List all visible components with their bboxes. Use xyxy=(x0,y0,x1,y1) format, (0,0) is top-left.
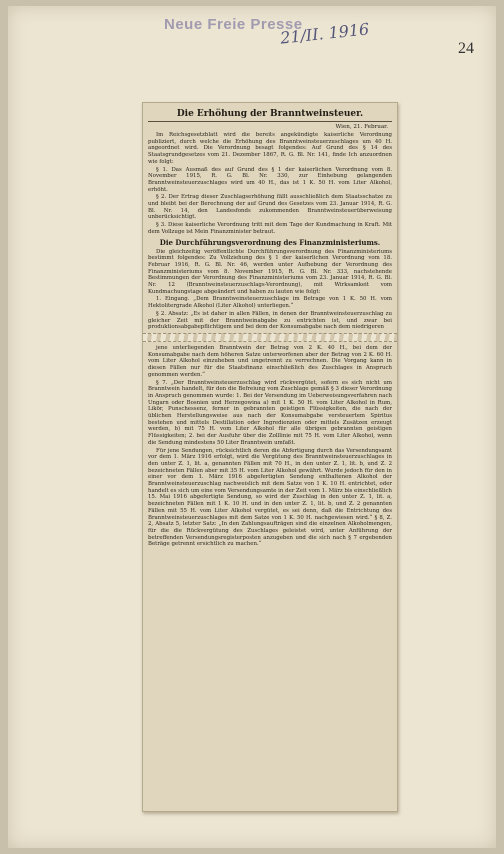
page-number: 24 xyxy=(458,40,474,57)
article-paragraph: Die gleichzeitig veröffentlichte Durchführungsverordnung des Finanzministeriums bestimmt folgendes: Zu Vollziehung des § 1 der kaiserlichen Verordnung vom 18. Februar 1916, R. G. Bl. Nr. 46, werden unter Aufhebung der Verordnung des Finanzministeriums vom 8. November 1915, R. G. Bl. Nr. 333, nachstehende Bestimmungen der Verordnung des Finanzministeriums vom 23. Januar 1914, R. G. Bl. Nr. 12 (Branntweinsteuerzuschlags-Verordnung), mit Wirksamkeit vom Kundmachungstage abgeändert und haben zu lauten wie folgt: xyxy=(148,248,392,295)
article-paragraph: Im Reichsgesetzblatt wird die bereits angekündigte kaiserliche Verordnung publiziert, durch welche die Erhöhung des Branntweinsteuerzuschlages um 40 H. angeordnet wird. Die Verordnung besagt folgendes: Auf Grund des § 14 des Staatsgrundgesetzes vom 21. Dezember 1867, R. G. Bl. Nr. 141, finde Ich anzuordnen wie folgt: xyxy=(148,132,392,165)
article-paragraph: § 2. Der Ertrag dieser Zuschlagserhöhung fällt ausschließlich dem Staatsschatze zu und bleibt bei der Berechnung der auf Grund des Gesetzes vom 23. Januar 1914, R. G. Bl. Nr. 14, den Landesfonds zukommenden Branntweinsteuerüberweisung unberücksichtigt. xyxy=(148,194,392,221)
article-paragraph: § 7. „Der Branntweinsteuerzuschlag wird rückvergütet, sofern es sich nicht um Branntwein handelt, für den die Befreiung vom Zuschlage gemäß § 3 dieser Verordnung in Anspruch genommen wurde: 1. Bei der Versendung im Ueberweisungsverfahren nach Ungarn oder Bosnien und Herzegowina a) mit 1 K. 50 H. vom Liter Alkohol in Rum, Likör, Punschessenz, ferner in gebrannten geistigen Flüssigkeiten, die nach der üblichen Herstellungsweise aus nach der Konsumabgabe versteuertem Spiritus bestehen und mittels Destillation oder Ingredienzien oder mittels Zusätzen erzeugt werden, b) mit 75 H. vom Liter Alkohol für alle übrigen gebrannten geistigen Flüssigkeiten; 2. bei der Ausfuhr über die Zolllinie mit 75 H. vom Liter Alkohol, wenn die Sendung mindestens 50 Liter Branntwein umfaßt. xyxy=(148,379,392,446)
article-paragraph: § 2. Absatz: „Es ist daher in allen Fällen, in denen der Branntweinsteuerzuschlag zu gleicher Zeit mit der Branntweinabgabe zu entrichten ist, und zwar bei produktionsabgabepflichtigem und bei dem der Konsumabgabe nach dem niedrigeren xyxy=(148,310,392,331)
newspaper-stamp: Neue Freie Presse xyxy=(164,16,303,33)
article-paragraph: § 3. Diese kaiserliche Verordnung tritt mit dem Tage der Kundmachung in Kraft. Mit dem Vollzuge ist Mein Finanzminister betraut. xyxy=(148,222,392,235)
archive-sheet xyxy=(8,6,496,848)
article-dateline: Wien, 21. Februar. xyxy=(335,124,388,130)
article-paragraph: § 1. Das Ausmaß des auf Grund des § 1 der kaiserlichen Verordnung vom 8. November 1915, R. G. Bl. Nr. 330, zur Einhebung gelangenden Branntweinsteuerzuschlages wird um 40 H., das ist 1 K. 50 H. vom Liter Alkohol, erhöht. xyxy=(148,166,392,193)
clipping-join xyxy=(143,333,397,342)
article-paragraph: 1. Eingang. „Dem Branntweinsteuerzuschlage im Betrage von 1 K. 50 H. vom Hektolitergrade Alkohol (Liter Alkohol) unterliegen.“ xyxy=(148,296,392,310)
newspaper-clipping xyxy=(142,102,398,812)
handwritten-date: 21/II. 1916 xyxy=(279,19,371,48)
article-title: Die Erhöhung der Branntweinsteuer. xyxy=(148,109,392,122)
article-paragraph: jene unterliegenden Branntwein der Betrag von 2 K. 40 H., bei dem der Konsumabgabe nach dem höheren Satze unterworfenen aber der Betrag von 2 K. 60 H. vom Liter Alkohol einzuheben und ungetrennt zu verrechnen. Die Vorgang kann in diesen Fällen nur für die Staatsfinanz einschließlich des Zuschlages in Anspruch genommen werden.“ xyxy=(148,344,392,378)
article-subheading: Die Durchführungsverordnung des Finanzministeriums. xyxy=(159,237,381,247)
article-paragraph: Für jene Sendungen, rücksichtlich deren die Abfertigung durch das Versendungsamt vor dem 1. März 1916 erfolgt, wird die Vergütung des Branntweinsteuerzuschlages in den unter Z. 1, lit. a, genannten Fällen mit 70 H., in den unter Z. 1, lit. b, und Z. 2 bezeichneten Fällen aber mit 35 H. vom Liter Alkohol gewährt. Wurde jedoch für den in einer vor dem 1. März 1916 abgefertigten Sendung enthaltenen Alkohol der Branntweinsteuerzuschlag nachweislich mit dem Satze von 1 K. 10 H. entrichtet, oder handelt es sich um eine vom Versendungsamte in der Zeit vom 1. März bis einschließlich 15. Mai 1916 abgefertigte Sendung, so wird der Zuschlag in den unter Z. 1, lit. a, bezeichneten Fällen mit 1 K. 10 H. und in den unter Z. 1, lit. b, und Z. 2 genannten Fällen mit 55 H. vom Liter Alkohol vergütet, es sei denn, daß die Entrichtung des Branntweinsteuerzuschlages mit dem Satze von 1 K. 50 H. nachgewiesen wird.“ § 8, Z. 2, Absatz 5, letzter Satz: „In den Zahlungsaufträgen sind die einzelnen Alkoholmengen, für die die Rückvergütung des Zuschlages geleistet wird, unter Anführung der betreffenden Versendungsregisterposten anzugeben und die sich nach § 7 ergebenden Beträge getrennt ersichtlich zu machen.“ xyxy=(148,447,392,548)
